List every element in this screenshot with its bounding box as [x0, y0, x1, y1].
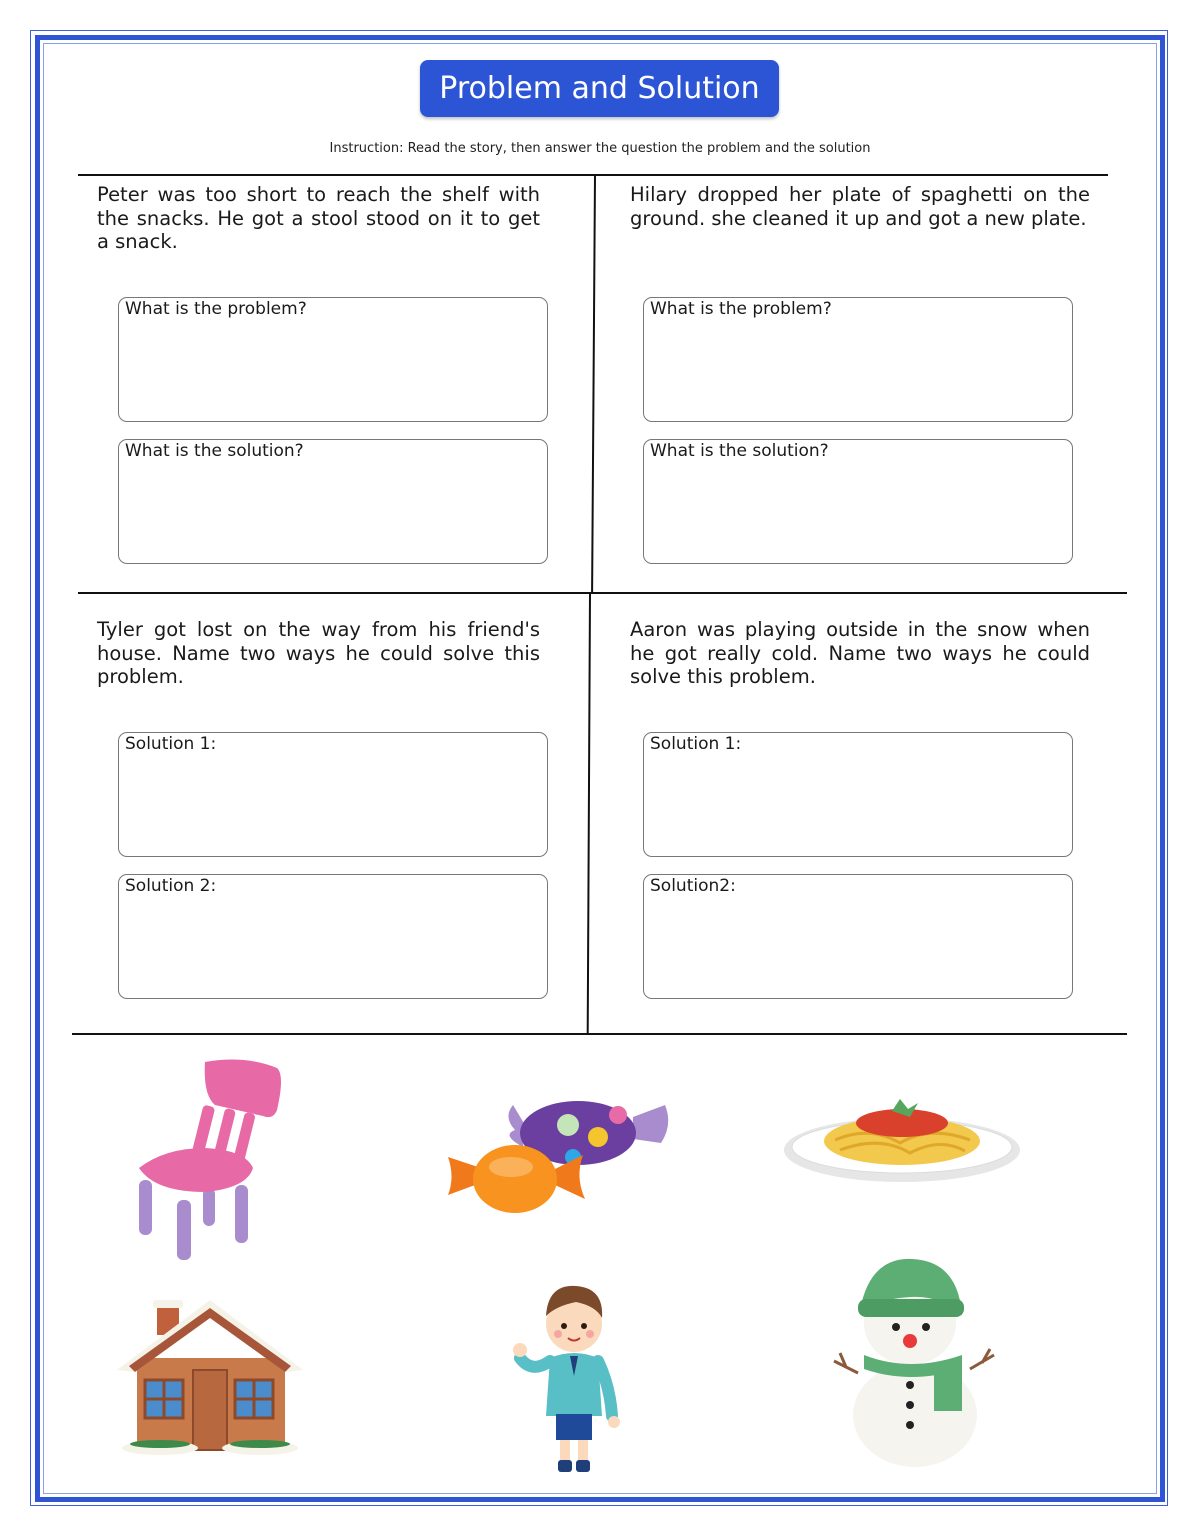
spaghetti-icon — [780, 1095, 1025, 1190]
chair-icon — [125, 1050, 295, 1265]
boy-icon — [510, 1276, 625, 1478]
story-peter: Peter was too short to reach the shelf with the snacks. He got a stool stood on it to get a snack. — [97, 183, 540, 253]
solution-2-answer-box[interactable] — [118, 874, 548, 999]
snowman-icon — [830, 1255, 1000, 1467]
page-title — [420, 60, 779, 117]
problem-answer-box[interactable] — [643, 297, 1073, 422]
answer-box-label: Solution 2: — [125, 876, 217, 896]
answer-box-label: What is the solution? — [650, 441, 829, 461]
solution-1-answer-box[interactable] — [643, 732, 1073, 857]
answer-box-label: Solution 1: — [125, 734, 217, 754]
answer-box-label: Solution2: — [650, 876, 736, 896]
answer-box-label: What is the solution? — [125, 441, 304, 461]
house-icon — [115, 1298, 305, 1458]
answer-box-label: What is the problem? — [125, 299, 307, 319]
page-title-text: Problem and Solution — [439, 71, 760, 106]
solution-2-answer-box[interactable] — [643, 874, 1073, 999]
story-hilary: Hilary dropped her plate of spaghetti on the ground. she cleaned it up and got a new plate. — [630, 183, 1090, 230]
solution-1-answer-box[interactable] — [118, 732, 548, 857]
solution-answer-box[interactable] — [118, 439, 548, 564]
problem-answer-box[interactable] — [118, 297, 548, 422]
story-aaron: Aaron was playing outside in the snow when he got really cold. Name two ways he could solve this problem. — [630, 618, 1090, 688]
answer-box-label: Solution 1: — [650, 734, 742, 754]
candy-icon — [443, 1095, 673, 1225]
answer-box-label: What is the problem? — [650, 299, 832, 319]
story-tyler: Tyler got lost on the way from his friend's house. Name two ways he could solve this problem. — [97, 618, 540, 688]
divider-bottom — [72, 1033, 1127, 1035]
instruction-text: Instruction: Read the story, then answer the question the problem and the solution — [329, 141, 871, 156]
solution-answer-box[interactable] — [643, 439, 1073, 564]
divider-middle — [78, 592, 1127, 594]
